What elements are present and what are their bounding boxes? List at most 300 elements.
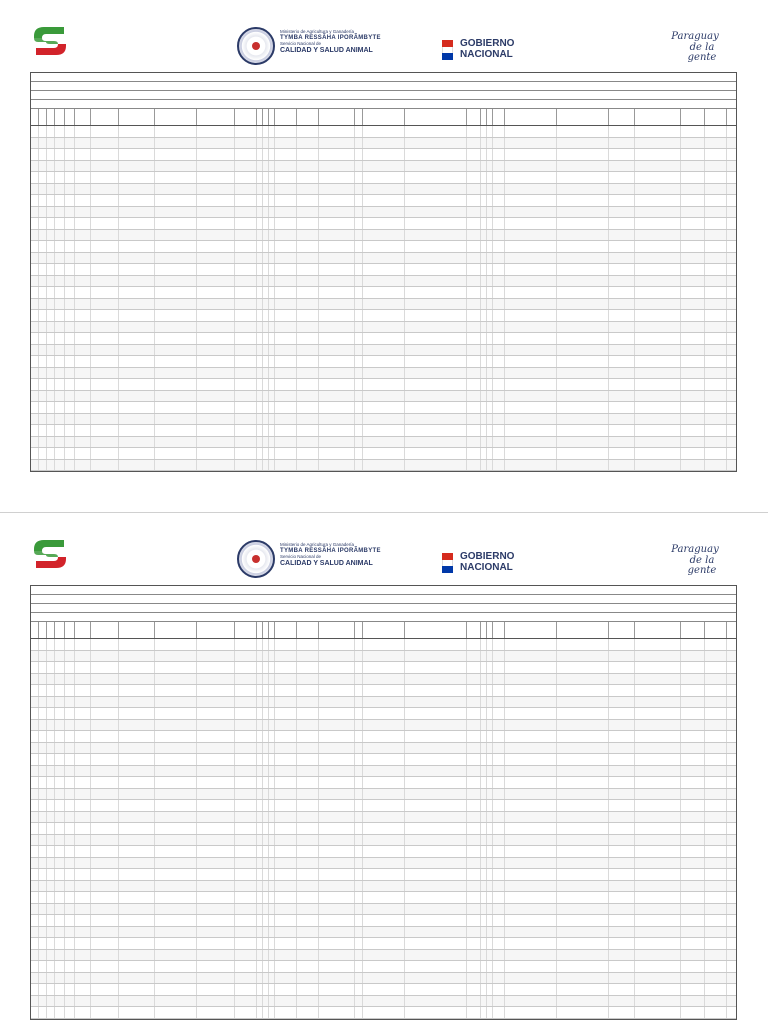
table-cell (609, 800, 635, 811)
table-cell (155, 766, 197, 777)
table-cell (47, 961, 55, 972)
table-cell (31, 927, 39, 938)
table-cell (197, 448, 235, 459)
table-cell (505, 927, 557, 938)
table-cell (47, 230, 55, 241)
table-cell (635, 697, 681, 708)
table-cell (91, 766, 119, 777)
table-cell (705, 950, 727, 961)
table-cell (681, 425, 705, 436)
table-cell (65, 697, 75, 708)
table-cell (297, 402, 319, 413)
table-cell (363, 950, 405, 961)
table-cell (39, 149, 47, 160)
table-cell (235, 685, 257, 696)
table-cell (505, 904, 557, 915)
table-cell (91, 731, 119, 742)
table-cell (119, 276, 155, 287)
table-cell (363, 720, 405, 731)
table-cell (467, 639, 481, 650)
table-cell (297, 915, 319, 926)
table-cell (681, 264, 705, 275)
table-cell (197, 789, 235, 800)
table-cell (47, 368, 55, 379)
table-cell (505, 276, 557, 287)
table-cell (55, 299, 65, 310)
table-cell (363, 1007, 405, 1018)
table-cell (47, 184, 55, 195)
table-cell (505, 172, 557, 183)
table-cell (493, 984, 505, 995)
table-cell (493, 685, 505, 696)
table-cell (681, 333, 705, 344)
table-cell (119, 743, 155, 754)
table-cell (681, 161, 705, 172)
column-header (319, 622, 355, 638)
table-cell (39, 777, 47, 788)
table-cell (355, 674, 363, 685)
table-row (31, 973, 736, 985)
table-cell (275, 984, 297, 995)
table-cell (235, 777, 257, 788)
table-cell (609, 253, 635, 264)
table-cell (119, 172, 155, 183)
table-cell (55, 264, 65, 275)
table-cell (355, 789, 363, 800)
table-cell (119, 927, 155, 938)
table-cell (505, 414, 557, 425)
table-row (31, 161, 736, 173)
table-cell (155, 812, 197, 823)
table-cell (635, 892, 681, 903)
table-cell (319, 766, 355, 777)
table-cell (705, 881, 727, 892)
column-header (31, 622, 39, 638)
table-cell (55, 287, 65, 298)
table-cell (297, 892, 319, 903)
table-cell (119, 858, 155, 869)
table-cell (493, 299, 505, 310)
table-cell (197, 754, 235, 765)
table-row (31, 731, 736, 743)
table-cell (467, 322, 481, 333)
table-cell (91, 230, 119, 241)
table-cell (467, 356, 481, 367)
table-cell (39, 172, 47, 183)
table-cell (235, 276, 257, 287)
table-cell (557, 448, 609, 459)
table-subtitle-row (31, 82, 736, 91)
table-cell (363, 310, 405, 321)
table-cell (467, 126, 481, 137)
table-cell (55, 662, 65, 673)
table-cell (75, 230, 91, 241)
table-cell (297, 287, 319, 298)
table-cell (355, 915, 363, 926)
table-cell (155, 460, 197, 471)
table-cell (155, 1007, 197, 1018)
table-cell (635, 138, 681, 149)
table-cell (705, 126, 727, 137)
table-cell (31, 823, 39, 834)
table-cell (355, 253, 363, 264)
table-cell (275, 184, 297, 195)
table-cell (75, 184, 91, 195)
table-cell (91, 846, 119, 857)
table-cell (467, 460, 481, 471)
table-row (31, 391, 736, 403)
table-cell (609, 322, 635, 333)
national-seal-icon (237, 540, 275, 578)
table-cell (355, 414, 363, 425)
document-page-2 (0, 512, 768, 1025)
table-cell (197, 904, 235, 915)
table-cell (635, 287, 681, 298)
table-cell (609, 639, 635, 650)
table-cell (235, 333, 257, 344)
table-cell (197, 218, 235, 229)
ministry-text: Ministerio de Agricultura y Ganadería (280, 542, 355, 547)
table-cell (155, 322, 197, 333)
table-cell (319, 869, 355, 880)
guarani-text: TYMBA RESSÃHA IPORÃMBYTE (280, 547, 381, 554)
table-cell (31, 720, 39, 731)
table-cell (405, 720, 467, 731)
table-cell (47, 708, 55, 719)
table-cell (635, 915, 681, 926)
table-cell (39, 241, 47, 252)
table-cell (55, 379, 65, 390)
table-cell (235, 961, 257, 972)
table-cell (681, 869, 705, 880)
table-cell (297, 126, 319, 137)
table-cell (47, 322, 55, 333)
table-cell (31, 437, 39, 448)
table-cell (405, 904, 467, 915)
table-cell (681, 310, 705, 321)
table-cell (505, 984, 557, 995)
table-cell (197, 460, 235, 471)
table-cell (363, 697, 405, 708)
table-cell (609, 835, 635, 846)
table-cell (65, 1007, 75, 1018)
table-cell (55, 639, 65, 650)
table-cell (155, 674, 197, 685)
table-cell (705, 333, 727, 344)
table-cell (319, 448, 355, 459)
table-cell (363, 207, 405, 218)
table-cell (505, 310, 557, 321)
table-cell (557, 996, 609, 1007)
table-subtitle-row (31, 595, 736, 604)
table-cell (235, 356, 257, 367)
table-cell (91, 915, 119, 926)
table-cell (155, 379, 197, 390)
table-cell (91, 149, 119, 160)
table-cell (65, 230, 75, 241)
table-cell (155, 253, 197, 264)
table-cell (55, 345, 65, 356)
table-cell (319, 846, 355, 857)
table-cell (557, 674, 609, 685)
table-cell (55, 915, 65, 926)
table-cell (39, 869, 47, 880)
table-cell (297, 299, 319, 310)
table-cell (75, 207, 91, 218)
table-cell (297, 333, 319, 344)
table-cell (681, 651, 705, 662)
column-header (39, 622, 47, 638)
table-cell (705, 835, 727, 846)
table-cell (705, 448, 727, 459)
table-cell (405, 138, 467, 149)
table-cell (635, 425, 681, 436)
slogan-line1: Paraguay (671, 31, 719, 42)
table-cell (275, 846, 297, 857)
table-cell (355, 904, 363, 915)
table-cell (31, 1007, 39, 1018)
table-cell (405, 927, 467, 938)
table-cell (275, 448, 297, 459)
table-cell (47, 743, 55, 754)
table-cell (467, 800, 481, 811)
column-header (91, 622, 119, 638)
table-cell (681, 172, 705, 183)
table-cell (467, 368, 481, 379)
table-cell (297, 368, 319, 379)
table-cell (405, 766, 467, 777)
table-cell (355, 961, 363, 972)
table-cell (235, 904, 257, 915)
table-cell (197, 379, 235, 390)
table-cell (275, 402, 297, 413)
table-cell (55, 460, 65, 471)
table-cell (635, 184, 681, 195)
table-cell (467, 425, 481, 436)
table-cell (235, 938, 257, 949)
table-cell (197, 425, 235, 436)
table-cell (65, 674, 75, 685)
table-cell (275, 766, 297, 777)
table-cell (197, 892, 235, 903)
table-cell (705, 639, 727, 650)
table-cell (91, 184, 119, 195)
table-cell (47, 973, 55, 984)
table-cell (505, 685, 557, 696)
table-cell (155, 161, 197, 172)
table-cell (609, 858, 635, 869)
table-cell (319, 823, 355, 834)
table-cell (297, 264, 319, 275)
table-cell (55, 414, 65, 425)
table-cell (65, 823, 75, 834)
table-cell (319, 984, 355, 995)
slogan-line2: de la gente (687, 41, 717, 63)
table-cell (31, 448, 39, 459)
table-cell (55, 904, 65, 915)
table-cell (635, 881, 681, 892)
table-cell (197, 230, 235, 241)
table-cell (235, 172, 257, 183)
table-cell (319, 172, 355, 183)
table-cell (635, 835, 681, 846)
table-cell (705, 697, 727, 708)
table-cell (635, 961, 681, 972)
table-cell (557, 697, 609, 708)
table-cell (197, 846, 235, 857)
table-cell (705, 927, 727, 938)
table-cell (405, 448, 467, 459)
table-cell (155, 697, 197, 708)
table-cell (275, 777, 297, 788)
table-cell (39, 207, 47, 218)
table-cell (39, 697, 47, 708)
table-cell (119, 356, 155, 367)
table-cell (297, 846, 319, 857)
table-cell (493, 207, 505, 218)
table-cell (355, 402, 363, 413)
table-cell (363, 766, 405, 777)
column-header (405, 109, 467, 125)
table-cell (705, 674, 727, 685)
table-cell (405, 892, 467, 903)
table-cell (155, 685, 197, 696)
table-row (31, 651, 736, 663)
table-cell (467, 379, 481, 390)
table-cell (155, 789, 197, 800)
table-cell (91, 685, 119, 696)
table-cell (47, 425, 55, 436)
table-cell (75, 172, 91, 183)
table-cell (609, 414, 635, 425)
table-cell (505, 345, 557, 356)
table-cell (493, 379, 505, 390)
table-cell (493, 731, 505, 742)
table-cell (119, 126, 155, 137)
table-cell (47, 812, 55, 823)
table-cell (681, 195, 705, 206)
table-cell (65, 754, 75, 765)
table-cell (47, 754, 55, 765)
table-cell (275, 961, 297, 972)
table-cell (505, 126, 557, 137)
table-row (31, 414, 736, 426)
table-cell (275, 731, 297, 742)
table-cell (355, 345, 363, 356)
table-cell (681, 126, 705, 137)
table-cell (75, 437, 91, 448)
column-header (155, 622, 197, 638)
column-header (467, 622, 481, 638)
table-cell (47, 333, 55, 344)
table-cell (297, 789, 319, 800)
table-cell (91, 823, 119, 834)
table-cell (467, 662, 481, 673)
table-cell (155, 264, 197, 275)
table-cell (235, 149, 257, 160)
table-cell (493, 172, 505, 183)
table-cell (75, 731, 91, 742)
table-cell (75, 149, 91, 160)
table-cell (119, 731, 155, 742)
table-cell (155, 846, 197, 857)
table-cell (405, 651, 467, 662)
table-cell (705, 241, 727, 252)
table-cell (405, 639, 467, 650)
table-cell (119, 414, 155, 425)
table-cell (119, 973, 155, 984)
table-cell (235, 138, 257, 149)
table-cell (405, 379, 467, 390)
table-cell (705, 754, 727, 765)
table-cell (155, 437, 197, 448)
table-cell (91, 207, 119, 218)
table-cell (155, 892, 197, 903)
table-cell (681, 218, 705, 229)
table-cell (505, 743, 557, 754)
table-cell (467, 961, 481, 972)
table-row (31, 984, 736, 996)
table-cell (493, 720, 505, 731)
table-cell (91, 448, 119, 459)
table-cell (197, 1007, 235, 1018)
table-cell (557, 904, 609, 915)
table-cell (31, 138, 39, 149)
table-cell (681, 961, 705, 972)
table-cell (75, 448, 91, 459)
table-cell (91, 437, 119, 448)
table-cell (275, 674, 297, 685)
table-cell (493, 149, 505, 160)
table-cell (65, 720, 75, 731)
table-cell (319, 720, 355, 731)
column-header (197, 622, 235, 638)
table-cell (505, 777, 557, 788)
table-cell (609, 846, 635, 857)
table-cell (405, 184, 467, 195)
service-text: Servicio Nacional de (280, 41, 322, 47)
table-cell (39, 448, 47, 459)
table-cell (197, 310, 235, 321)
table-cell (355, 333, 363, 344)
table-cell (609, 356, 635, 367)
table-cell (681, 743, 705, 754)
table-cell (681, 356, 705, 367)
column-header (297, 622, 319, 638)
table-cell (355, 195, 363, 206)
table-cell (467, 414, 481, 425)
table-cell (557, 743, 609, 754)
table-cell (609, 927, 635, 938)
table-cell (681, 287, 705, 298)
table-cell (235, 835, 257, 846)
table-cell (31, 766, 39, 777)
table-cell (31, 731, 39, 742)
table-cell (55, 674, 65, 685)
table-cell (275, 218, 297, 229)
table-cell (609, 651, 635, 662)
table-cell (119, 938, 155, 949)
table-cell (31, 264, 39, 275)
table-cell (609, 869, 635, 880)
table-cell (55, 858, 65, 869)
table-cell (55, 892, 65, 903)
table-cell (39, 789, 47, 800)
table-cell (55, 322, 65, 333)
table-cell (355, 639, 363, 650)
table-cell (91, 869, 119, 880)
table-cell (155, 800, 197, 811)
